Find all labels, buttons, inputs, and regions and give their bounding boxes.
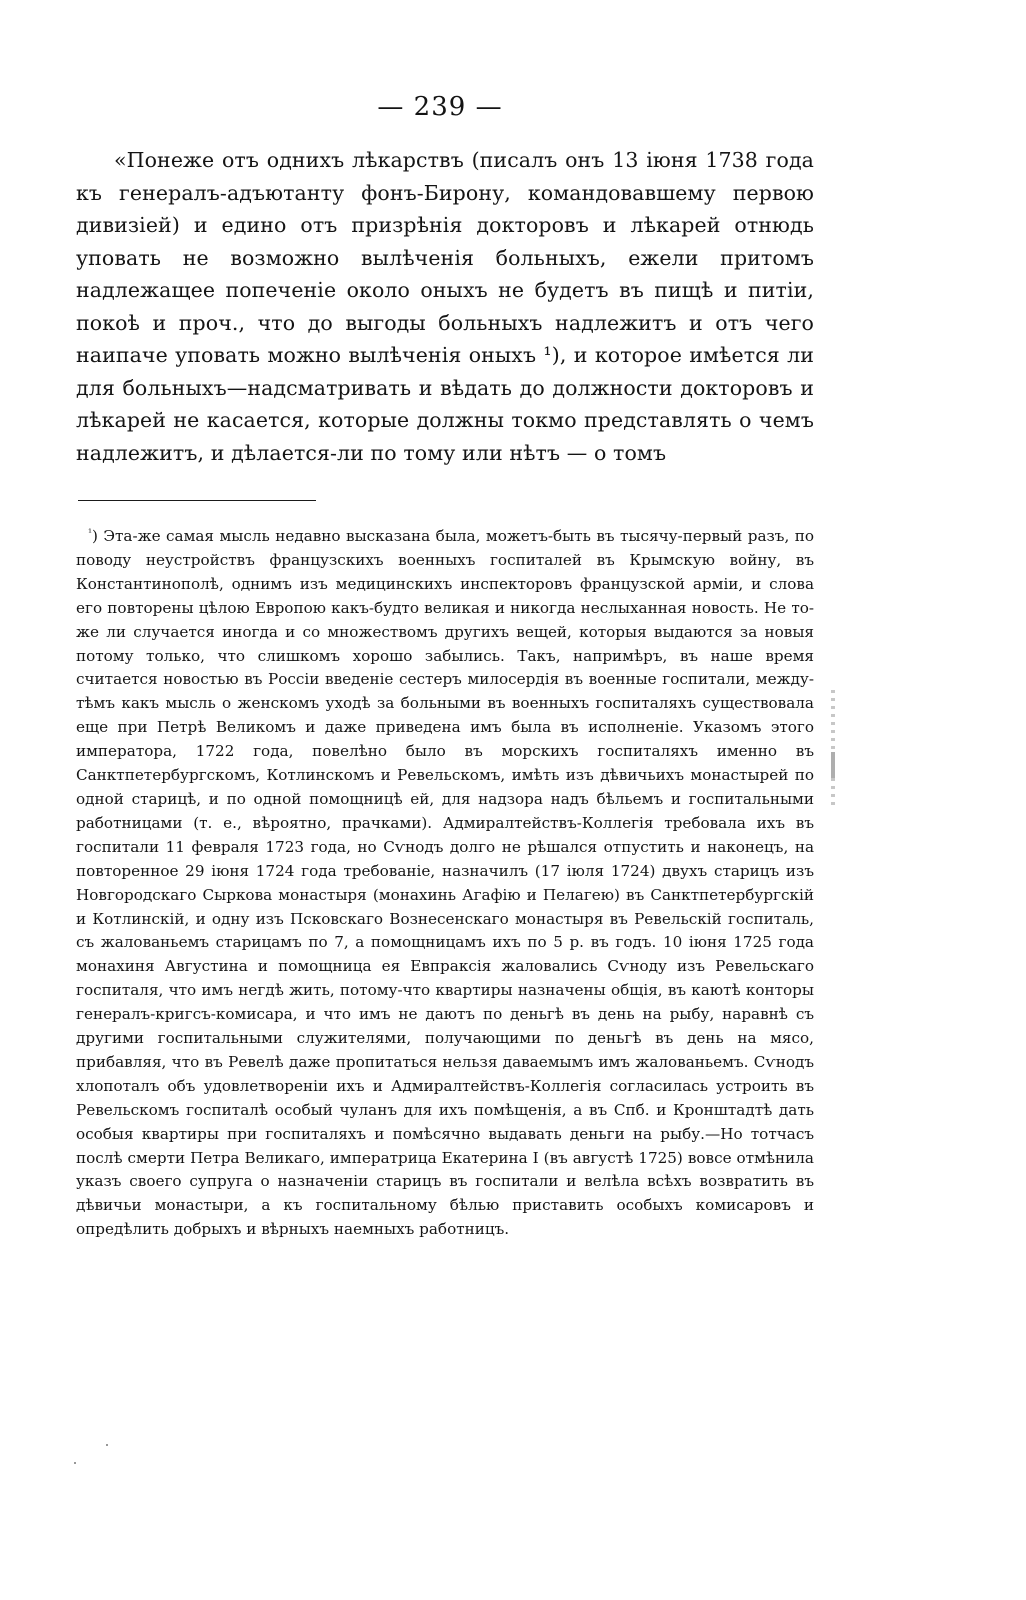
footnote-text: ) Эта-же самая мысль недавно высказана была, можетъ-быть въ тысячу-первый разъ, по поводу неустройствъ французскихъ военныхъ госпиталей въ Крымскую войну, въ Константинополѣ, однимъ изъ медицинскихъ инспекторовъ французской арміи, и слова его повторены цѣлою Европою какъ-будто великая и никогда неслыханная новость. Не то-же ли случается иногда и со множествомъ другихъ вещей, которыя выдаются за новыя потому только, что слишкомъ хорошо забылись. Такъ, напримѣръ, въ наше время считается новостью въ Россіи введеніе сестеръ милосердія въ военные госпитали, между-тѣмъ какъ мысль о женскомъ уходѣ за больными въ военныхъ госпиталяхъ существовала еще при Петрѣ Великомъ и даже приведена имъ была въ исполненіе. Указомъ этого императора, 1722 года, повелѣно было въ морскихъ госпиталяхъ именно въ Санктпетербургскомъ, Котлинскомъ и Ревельскомъ, имѣть изъ дѣвичьихъ монастырей по одной старицѣ, и по одной помощницѣ ей, для надзора надъ бѣльемъ и госпитальными работницами (т. е., вѣроятно, прачками). Адмиралтействъ-Коллегія требовала ихъ въ госпитали 11 февраля 1723 года, но Сѵнодъ долго не рѣшался отпустить и наконецъ, на повторенное 29 іюня 1724 года требованіе, назначилъ (17 іюля 1724) двухъ старицъ изъ Новгородскаго Сыркова монастыря (монахинь Агафію и Пелагею) въ Санктпетербургскій и Котлинскій, и одну изъ Псковскаго Вознесенскаго монастыря въ Ревельскій госпиталь, съ жалованьемъ старицамъ по 7, а помощницамъ ихъ по 5 р. въ годъ. 10 іюня 1725 года монахиня Августина и помощница ея Евпраксія жаловались Сѵноду изъ Ревельскаго госпиталя, что имъ негдѣ жить, потому-что квартиры назначены общія, въ каютѣ конторы генералъ-кригсъ-комисара, и что имъ не даютъ по деньгѣ въ день на рыбу, наравнѣ съ другими госпитальными служителями, получающими по деньгѣ въ день на мясо, прибавляя, что въ Ревелѣ даже пропитаться нельзя даваемымъ имъ жалованьемъ. Сѵнодъ хлопоталъ объ удовлетвореніи ихъ и Адмиралтействъ-Коллегія согласилась устроить въ Ревельскомъ госпиталѣ особый чуланъ для ихъ помѣщенія, а въ Спб. и Кронштадтѣ дать особыя квартиры при госпиталяхъ и помѣсячно выдавать деньги на рыбу.—Но тотчасъ послѣ смерти Петра Великаго, императрица Екатерина I (въ августѣ 1725) вовсе отмѣнила указъ своего супруга о назначеніи старицъ въ госпитали и велѣла всѣхъ возвратить въ дѣвичьи монастыри, а къ госпитальному бѣлью приставить особыхъ комисаровъ и опредѣлить добрыхъ и вѣрныхъ наемныхъ работницъ. bbox=[76, 527, 814, 1239]
scan-margin-artifact bbox=[831, 690, 835, 810]
body-paragraph: «Понеже отъ однихъ лѣкарствъ (писалъ онъ 13 іюня 1738 года къ генералъ-адъютанту фонъ-Бирону, командовавшему первою дивизіей) и едино отъ призрѣнія докторовъ и лѣкарей отнюдь уповать не возможно вылѣченія больныхъ, ежели притомъ надлежащее попеченіе около оныхъ не будетъ въ пищѣ и питіи, покоѣ и проч., что до выгоды больныхъ надлежитъ и отъ чего наипаче уповать можно вылѣченія оныхъ ¹), и которое имѣется ли для больныхъ—надсматривать и вѣдать до должности докторовъ и лѣкарей не касается, которые должны токмо представлять о чемъ надлежитъ, и дѣлается-ли по тому или нѣтъ — о томъ bbox=[76, 148, 814, 465]
scan-margin-artifact-dense bbox=[831, 752, 835, 778]
page-number: — 239 — bbox=[377, 92, 503, 122]
footnote-marker: ¹ bbox=[88, 528, 93, 539]
scan-speck bbox=[106, 1444, 108, 1446]
footnote-separator bbox=[78, 500, 316, 501]
scan-speck bbox=[74, 1462, 76, 1464]
footnote bbox=[76, 525, 814, 1242]
